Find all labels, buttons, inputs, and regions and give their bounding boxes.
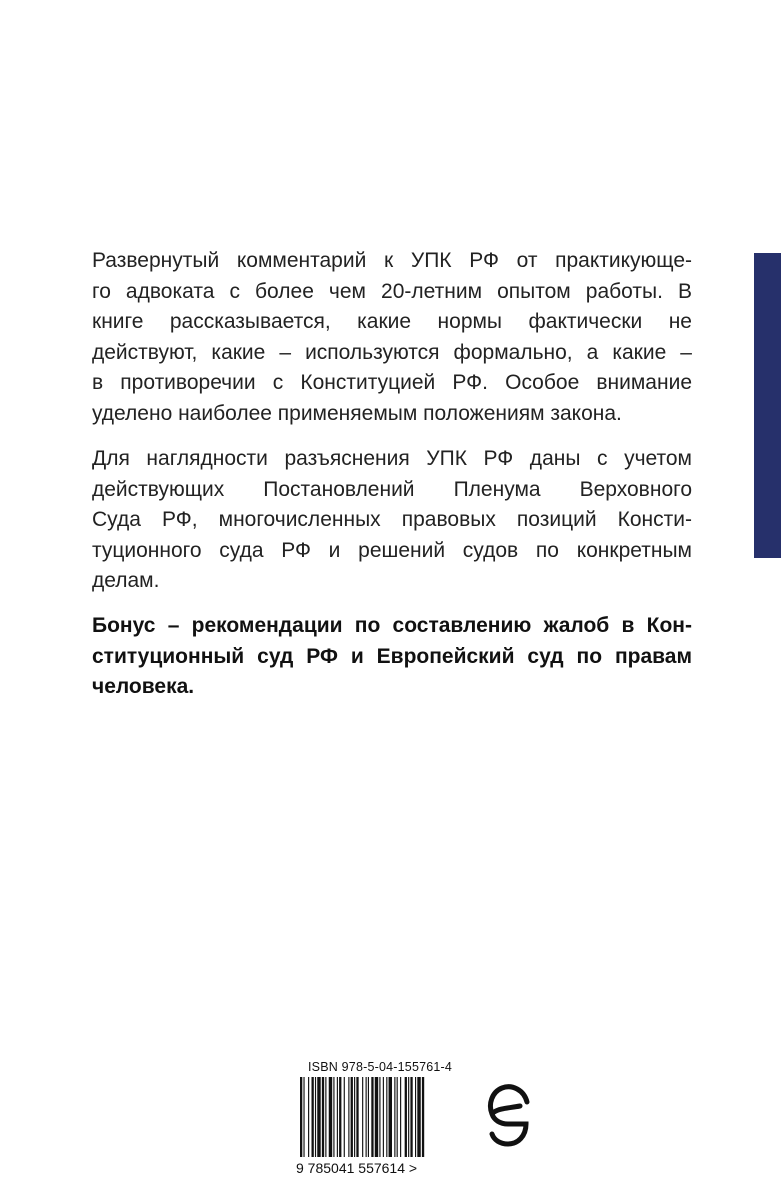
text-line: го адвоката с более чем 20-летним опытом работы. В <box>92 279 692 303</box>
eksmo-logo-icon <box>486 1078 532 1150</box>
text-line: туционного суда РФ и решений судов по конкретным <box>92 538 692 562</box>
text-line: человека. <box>92 675 195 698</box>
barcode-digits: 9 785041 557614 > <box>296 1160 418 1176</box>
text-line: Бонус – рекомендации по составлению жалоб в Кон- <box>92 614 692 637</box>
description-paragraph-1 <box>92 246 692 429</box>
text-line: действующих Постановлений Пленума Верховного <box>92 477 692 501</box>
bonus-paragraph <box>92 611 692 703</box>
text-line: Суда РФ, многочисленных правовых позиций Консти- <box>92 508 692 531</box>
description-paragraph-2 <box>92 444 692 597</box>
text-line: действуют, какие – используются формально, а какие – <box>92 340 692 364</box>
text-line: ституционный суд РФ и Европейский суд по правам <box>92 644 692 668</box>
barcode <box>296 1077 466 1167</box>
text-line: Развернутый комментарий к УПК РФ от практикующе- <box>92 249 692 272</box>
text-line: Для наглядности разъяснения УПК РФ даны с учетом <box>92 447 692 470</box>
isbn-label: ISBN 978-5-04-155761-4 <box>308 1060 453 1074</box>
text-line: уделено наиболее применяемым положениям закона. <box>92 401 622 425</box>
spine-color-stripe <box>754 253 781 558</box>
text-line: книге рассказывается, какие нормы фактически не <box>92 310 692 333</box>
text-line: делам. <box>92 569 160 592</box>
text-line: в противоречии с Конституцией РФ. Особое внимание <box>92 371 692 394</box>
